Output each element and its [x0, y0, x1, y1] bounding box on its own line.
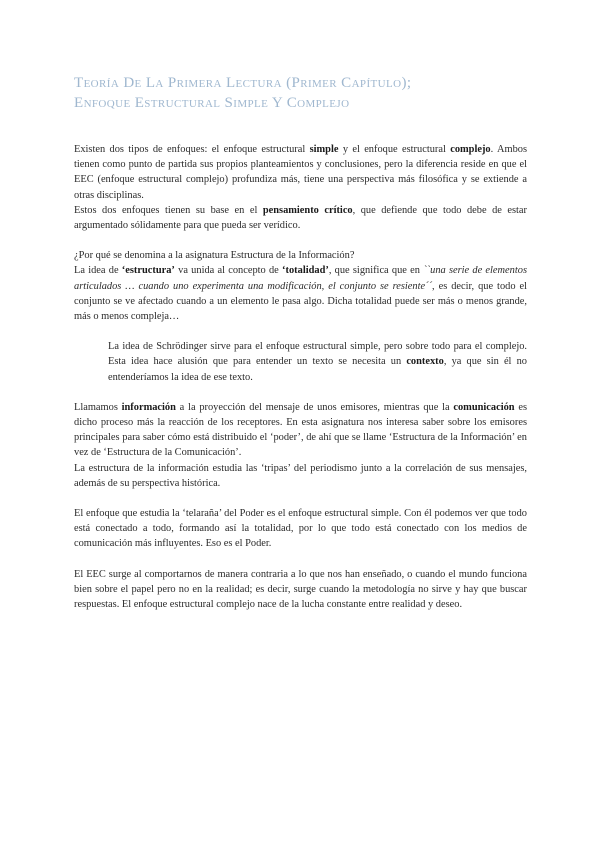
paragraph-telarana: El enfoque que estudia la ‘telaraña’ del Poder es el enfoque estructural simple. Con él podemos ver que todo está conectado a todo, formando así la totalidad, por lo que todo está conectado con los medios de comunicación más influyentes. Eso es el Poder. [74, 508, 527, 550]
paragraph-estructura: La idea de ‘estructura’ va unida al concepto de ‘totalidad’, que significa que en ``una serie de elementos articulados … cuando uno experimenta una modificación, el conjunto se resiente´´, es decir, que todo el conjunto se ve afectado cuando a un elemento le pasa algo. Dicha totalidad puede ser más o menos grande, más o menos compleja… [74, 265, 527, 323]
paragraph-informacion: Llamamos información a la proyección del mensaje de unos emisores, mientras que la comunicación es dicho proceso más la reacción de los receptores. En esta asignatura nos interesa saber sobre los emisores principales para saber cómo está distribuido el ‘poder’, de ahí que se llame ‘Estructura de la Información’ en vez de ‘Estructura de la Comunicación’. [74, 401, 527, 459]
paragraph-eec: El EEC surge al comportarnos de manera contraria a lo que nos han enseñado, o cuando el mundo funciona bien sobre el papel pero no en la realidad; es decir, surge cuando la metodología no sirve y hay que buscar respuestas. El enfoque estructural complejo nace de la lucha constante entre realidad y deseo. [74, 568, 527, 611]
paragraph-question: ¿Por qué se denomina a la asignatura Estructura de la Información? [74, 250, 355, 262]
title-line-1: Teoría De La Primera Lectura (Primer Capítulo); [74, 75, 412, 91]
paragraph-pensamiento-critico: Estos dos enfoques tienen su base en el pensamiento crítico, que defiende que todo debe de estar argumentado sólidamente para que pueda ser verídico. [74, 204, 527, 232]
block-quote-schrodinger: La idea de Schrödinger sirve para el enfoque estructural simple, pero sobre todo para el complejo. Esta idea hace alusión que para entender un texto se necesita un contexto, ya que sin él no entenderíamos la idea de ese texto. [108, 341, 527, 383]
document-title [74, 73, 544, 113]
document-body [74, 142, 527, 612]
paragraph-enfoques: Existen dos tipos de enfoques: el enfoque estructural simple y el enfoque estructural complejo. Ambos tienen como punto de partida sus propios planteamientos y conclusiones, pero la diferencia reside en que el EEC (enfoque estructural complejo) profundiza más, tiene una perspectiva más filosófica y se extiende a otras disciplinas. [74, 144, 527, 201]
paragraph-tripas: La estructura de la información estudia las ‘tripas’ del periodismo junto a la correlación de sus mensajes, además de su perspectiva histórica. [74, 462, 527, 489]
title-line-2: Enfoque Estructural Simple Y Complejo [74, 95, 350, 111]
